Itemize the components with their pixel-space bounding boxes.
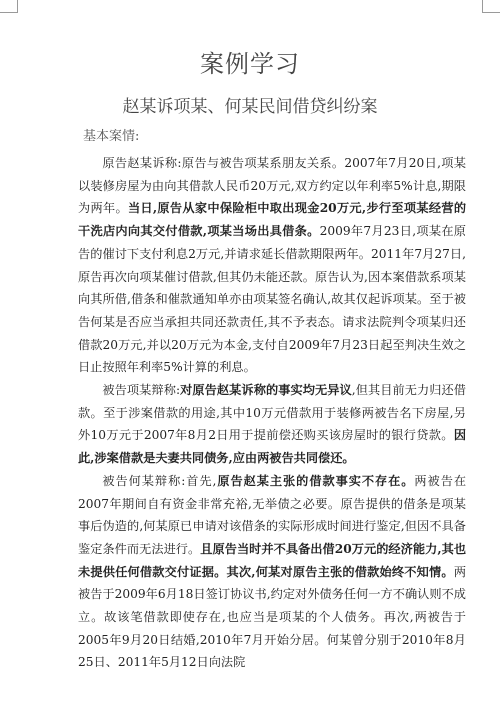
section-heading: 基本案情: [83,129,140,144]
document-title: 案例学习 [200,50,300,78]
text-run: 原告赵某诉称:原告与被告项某系朋友关系。2007年7月20日,项某以装修房屋为由向其借款人民币20万元,双方约定以年利率5%计息,期限为两年。 [78,156,466,216]
paragraph-defendant-he [78,470,466,674]
text-run: 2009年7月23日,项某在原告的催讨下支付利息2万元,并请求延长借款期限两年。2011年7月27日,原告再次向项某催讨借款,但其仍未能还款。原告认为,因本案借款系项某向其所借,借条和催款通知单亦由项某签名确认,故其仅起诉项某。至于被告何某是否应当承担共同还款责任,其不予表态。请求法院判令项某归还借款20万元,并以20万元为本金,支付自2009年7月23日起至判决生效之日止按照年利率5%计算的利息。 [78,224,466,375]
text-run-bold: 原告赵某主张的借款事实不存在。 [216,473,415,488]
text-run: 被告何某辩称:首先, [102,473,217,488]
text-run-bold: 对原告赵某诉称的事实均无异议 [180,383,352,398]
text-run: ,但其目前无力归还借款。至于涉案借款的用途,其中10万元借款用于装修两被告名下房屋,另外10万元于2007年8月2日用于提前偿还购买该房屋时的银行贷款。 [78,383,466,443]
text-run: 两被告在2007年期间自有资金非常充裕,无举债之必要。原告提供的借条是项某事后伪造的,何某原已申请对该借条的实际形成时间进行鉴定,但因不具备鉴定条件而无法进行。 [78,473,467,556]
text-run-bold: 当日,原告从家中保险柜中取出现金20万元,步行至项某经营的干洗店内向其交付借款,项某当场出具借条。 [78,201,467,239]
paragraph-plaintiff [78,152,466,379]
text-run-bold: 且原告当时并不具备出借20万元的经济能力,其也未提供任何借款交付证据。其次,何某对原告主张的借款始终不知情。 [78,541,467,579]
text-run: 被告项某辩称: [102,383,181,398]
text-run: 两被告于2009年6月18日签订协议书,约定对外债务任何一方不确认则不成立。故该笔借款即使存在,也应当是项某的个人债务。再次,两被告于2005年9月20日结婚,2010年7月开始分居。何某曾分别于2010年8月25日、2011年5月12日向法院 [78,564,466,670]
document-body [78,152,466,674]
case-subtitle: 赵某诉项某、何某民间借贷纠纷案 [122,97,378,117]
text-run-bold: 因此,涉案借款是夫妻共同债务,应由两被告共同偿还。 [78,428,466,466]
paragraph-defendant-xiang [78,379,466,470]
